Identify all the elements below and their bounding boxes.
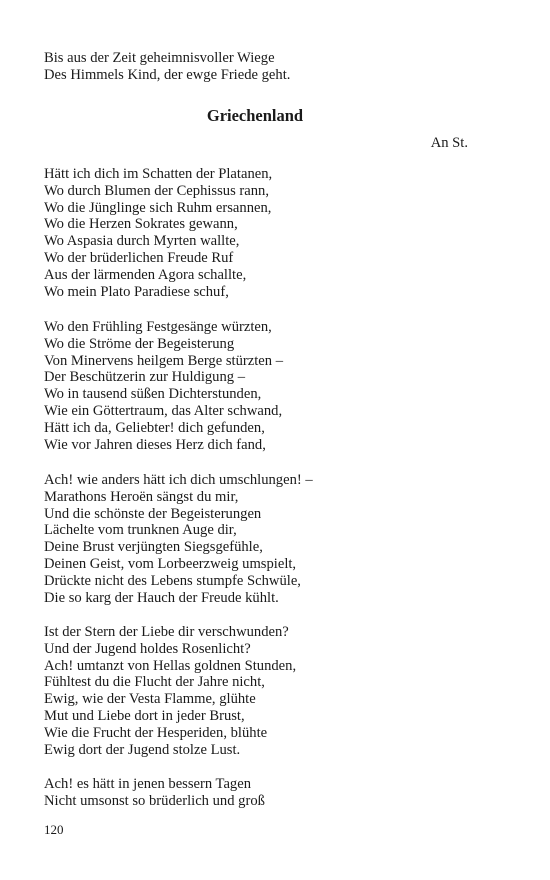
poem-dedication: An St. bbox=[430, 135, 468, 151]
poem-line: Wo die Herzen Sokrates gewann, bbox=[44, 216, 238, 233]
poem-line: Ist der Stern der Liebe dir verschwunden? bbox=[44, 624, 289, 640]
poem-line: Lächelte vom trunknen Auge dir, bbox=[44, 522, 237, 539]
page-number: 120 bbox=[44, 822, 64, 837]
stanza-4 bbox=[44, 624, 504, 758]
poem-line: Aus der lärmenden Agora schallte, bbox=[44, 266, 247, 283]
poem-line: Wie vor Jahren dieses Herz dich fand, bbox=[44, 436, 266, 453]
poem-line: Ach! es hätt in jenen bessern Tagen bbox=[44, 776, 252, 792]
poem-line: Wie ein Göttertraum, das Alter schwand, bbox=[44, 402, 283, 419]
poem-line: Deinen Geist, vom Lorbeerzweig umspielt, bbox=[44, 555, 297, 572]
stanza-2 bbox=[44, 319, 504, 453]
poem-line: Wo die Ströme der Begeisterung bbox=[44, 335, 235, 352]
poem-line: Wo die Jünglinge sich Ruhm ersannen, bbox=[44, 199, 272, 216]
poem-line: Mut und Liebe dort in jeder Brust, bbox=[44, 707, 245, 724]
poem-line: Bis aus der Zeit geheimnisvoller Wiege bbox=[44, 50, 275, 66]
poem-line: Wo der brüderlichen Freude Ruf bbox=[44, 249, 234, 266]
poem-line: Und der Jugend holdes Rosenlicht? bbox=[44, 640, 251, 657]
poem-line: Wo mein Plato Paradiese schuf, bbox=[44, 283, 229, 300]
poem-line: Wo den Frühling Festgesänge würzten, bbox=[44, 319, 272, 335]
poem-line: Von Minervens heilgem Berge stürzten – bbox=[44, 352, 283, 369]
poem-line: Hätt ich dich im Schatten der Platanen, bbox=[44, 166, 273, 182]
poem-line: Der Beschützerin zur Huldigung – bbox=[44, 369, 246, 386]
poem-line: Ewig dort der Jugend stolze Lust. bbox=[44, 741, 241, 758]
poem-line: Ewig, wie der Vesta Flamme, glühte bbox=[44, 691, 256, 708]
poem-line: Wie die Frucht der Hesperiden, blühte bbox=[44, 724, 268, 741]
stanza-3 bbox=[44, 472, 504, 606]
poem-line: Ach! wie anders hätt ich dich umschlungen! – bbox=[44, 472, 313, 488]
poem-line: Wo in tausend süßen Dichterstunden, bbox=[44, 386, 262, 403]
poem-line: Und die schönste der Begeisterungen bbox=[44, 505, 262, 522]
poem-line: Deine Brust verjüngten Siegsgefühle, bbox=[44, 539, 263, 556]
poem-line: Hätt ich da, Geliebter! dich gefunden, bbox=[44, 419, 265, 436]
previous-poem-ending bbox=[44, 50, 504, 84]
poem-line: Nicht umsonst so brüderlich und groß bbox=[44, 792, 265, 809]
stanza-5 bbox=[44, 776, 504, 810]
poem-line: Des Himmels Kind, der ewge Friede geht. bbox=[44, 66, 291, 83]
poem-line: Die so karg der Hauch der Freude kühlt. bbox=[44, 589, 279, 606]
poem-line: Wo durch Blumen der Cephissus rann, bbox=[44, 182, 269, 199]
poem-line: Fühltest du die Flucht der Jahre nicht, bbox=[44, 674, 265, 691]
poem-line: Ach! umtanzt von Hellas goldnen Stunden, bbox=[44, 657, 297, 674]
poem-title: Griechenland bbox=[206, 106, 304, 125]
poem-line: Drückte nicht des Lebens stumpfe Schwüle, bbox=[44, 572, 301, 589]
poem-line: Wo Aspasia durch Myrten wallte, bbox=[44, 233, 240, 250]
stanza-1 bbox=[44, 166, 504, 300]
poem-line: Marathons Heroën sängst du mir, bbox=[44, 488, 239, 505]
